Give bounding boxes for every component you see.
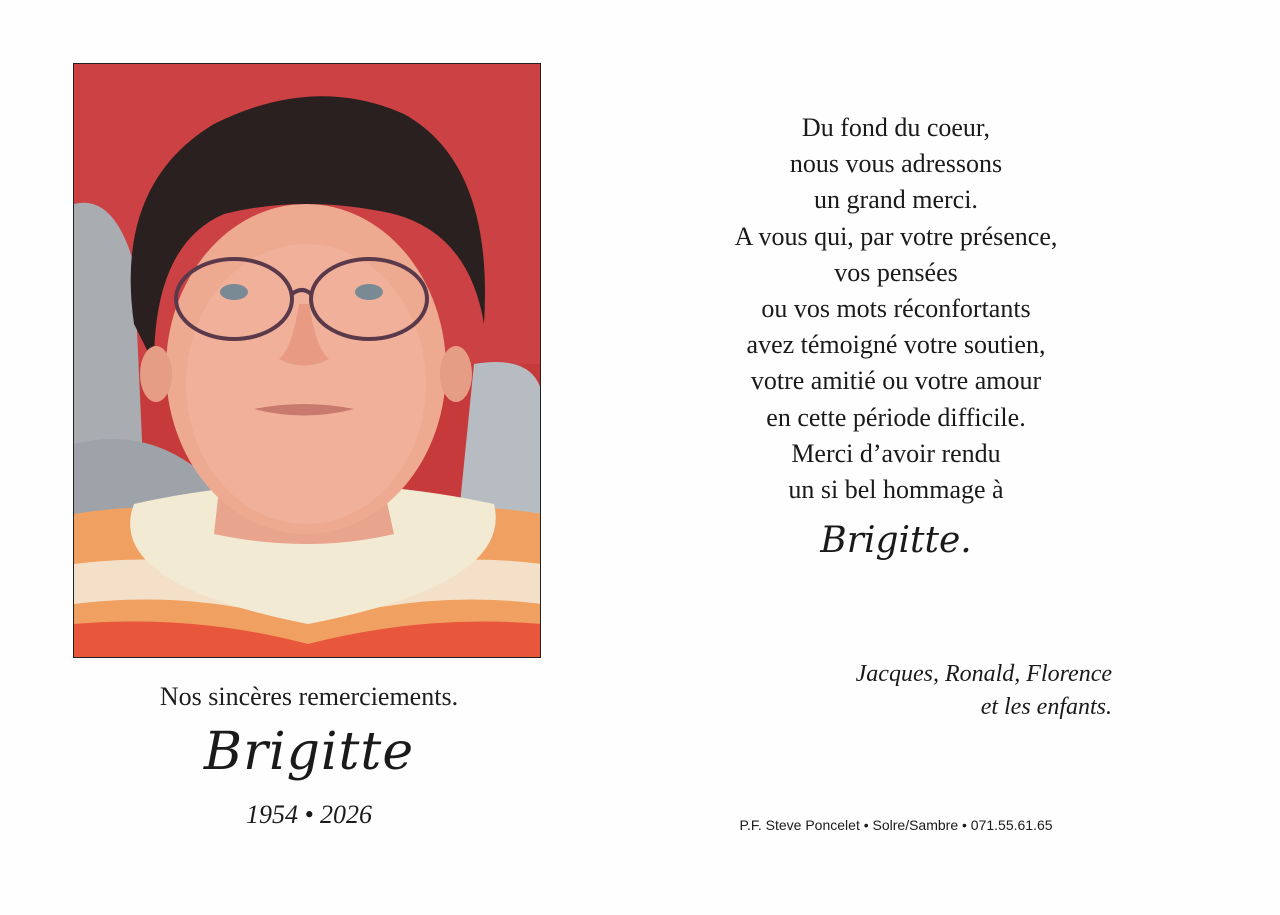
- signatories: [856, 658, 1112, 724]
- signatory-line: et les enfants.: [980, 694, 1112, 720]
- message-line: Du fond du coeur,: [801, 113, 991, 142]
- message-line: un si bel hommage à: [788, 475, 1004, 505]
- message-line: votre amitié ou votre amour: [750, 366, 1042, 396]
- message-line: un grand merci.: [814, 185, 978, 215]
- funeral-home-footer: P.F. Steve Poncelet • Solre/Sambre • 071.55.61.65: [739, 817, 1053, 833]
- message-line: nous vous adressons: [789, 149, 1003, 179]
- message-line: ou vos mots réconfortants: [761, 294, 1031, 324]
- portrait-illustration: [74, 64, 541, 658]
- message-line: vos pensées: [834, 257, 958, 287]
- signatory-line: Jacques, Ronald, Florence: [855, 661, 1112, 687]
- deceased-name: Brigitte: [203, 722, 415, 782]
- message-line: Merci d’avoir rendu: [791, 438, 1001, 468]
- thanks-text: Nos sincères remerciements.: [159, 682, 459, 711]
- portrait-photo: [73, 63, 541, 658]
- message-line: en cette période difficile.: [766, 402, 1026, 432]
- thank-you-message: [660, 110, 1132, 508]
- message-line: A vous qui, par votre présence,: [734, 221, 1058, 251]
- message-line: avez témoigné votre soutien,: [746, 330, 1046, 360]
- deceased-name-script: Brigitte.: [820, 520, 972, 561]
- life-dates: 1954 • 2026: [245, 800, 373, 829]
